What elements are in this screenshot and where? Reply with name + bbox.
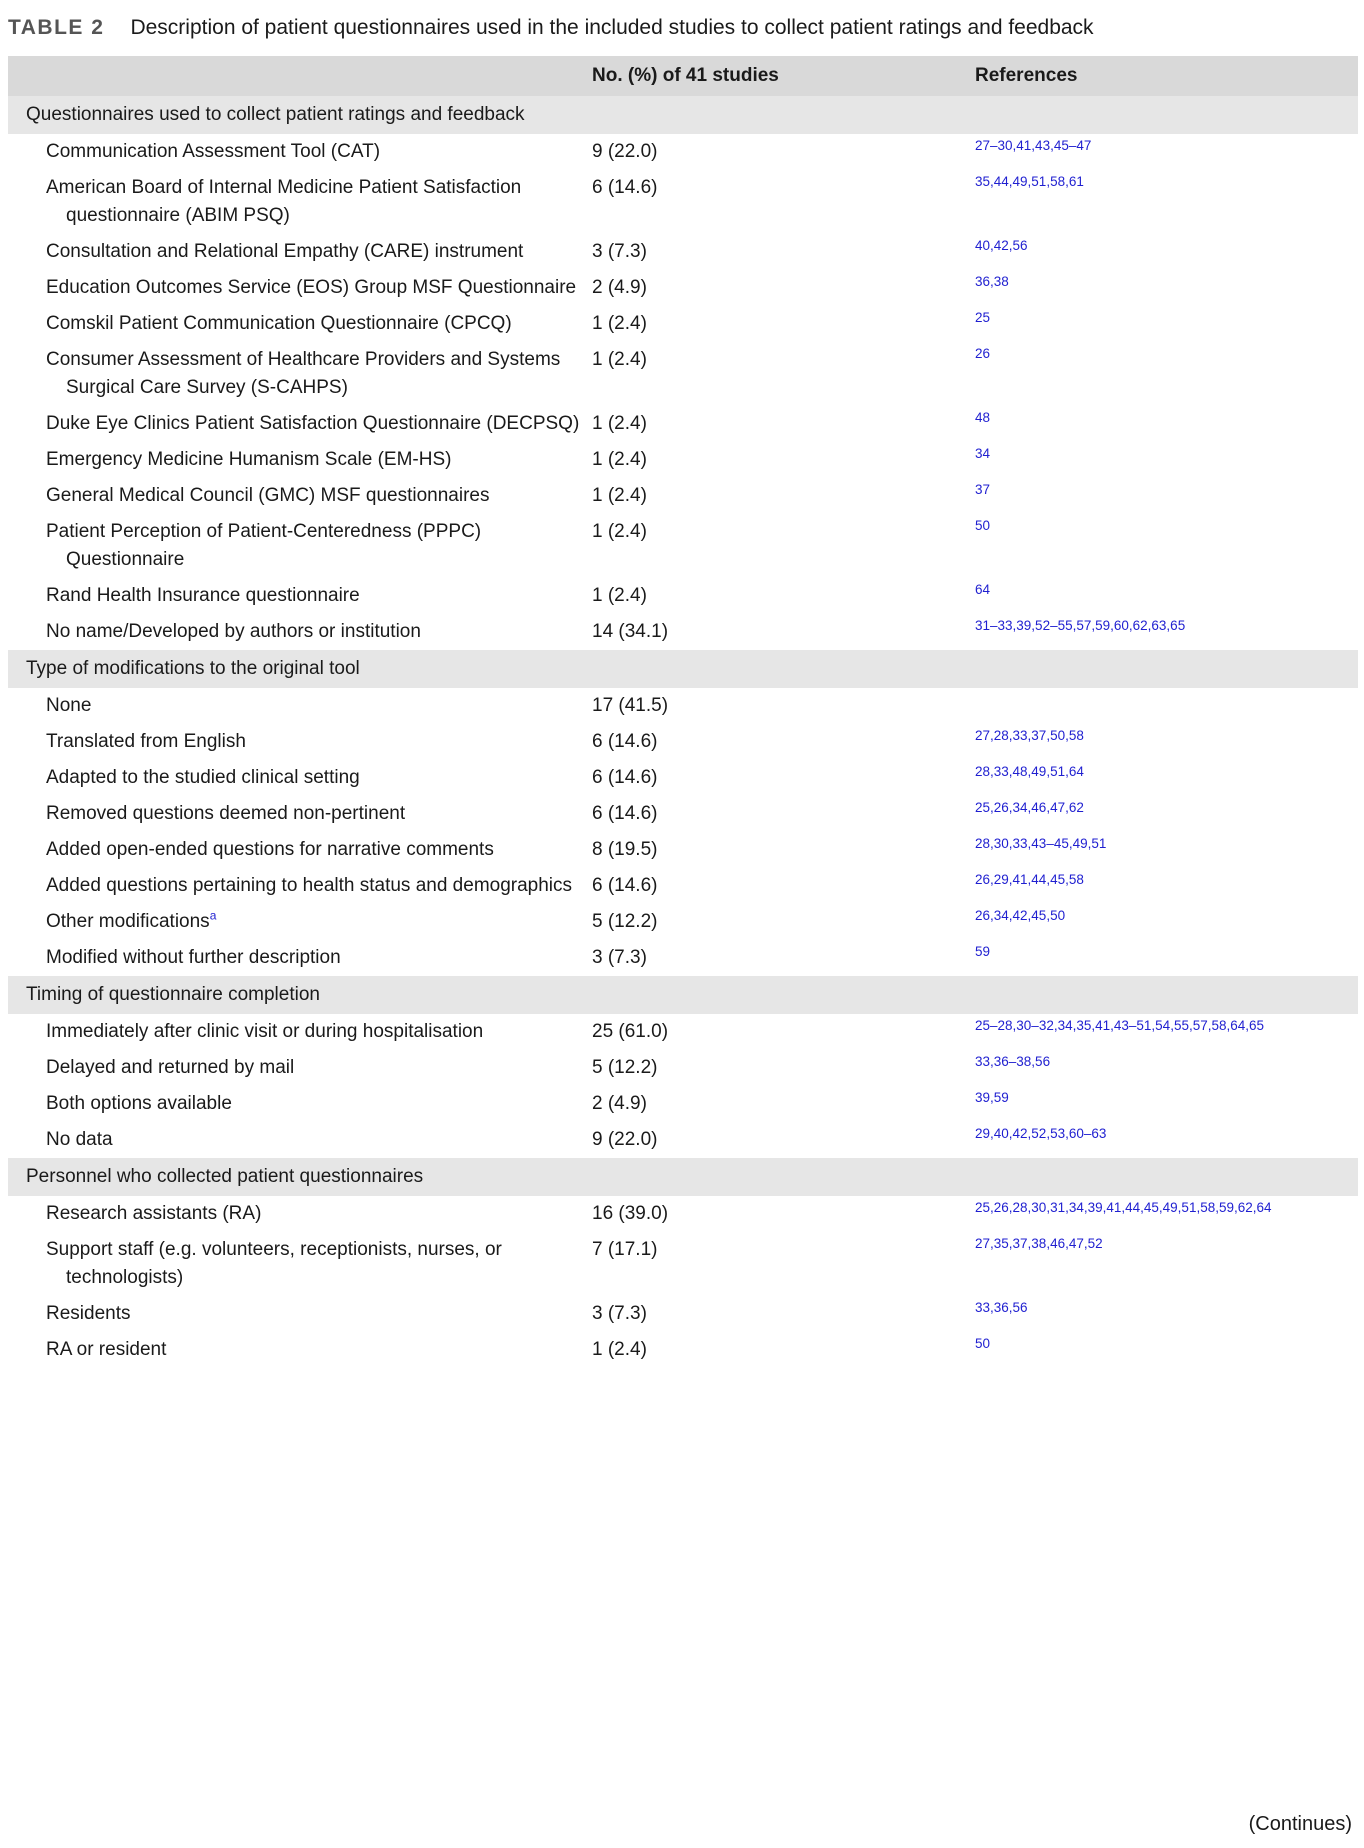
row-count: 1 (2.4) [592,521,647,542]
row-count: 8 (19.5) [592,839,658,860]
table-row [8,578,1358,614]
section-title: Personnel who collected patient questionnaires [8,1158,1358,1196]
row-count: 1 (2.4) [592,349,647,370]
row-label-text: Patient Perception of Patient-Centeredness (PPPC) Questionnaire [46,521,482,570]
row-label-cell [8,904,592,940]
row-references: 36,38 [975,274,1009,289]
row-references: 27–30,41,43,45–47 [975,138,1092,153]
row-label-cell [8,442,592,478]
table-row [8,1086,1358,1122]
row-label [46,482,592,510]
table-row [8,1296,1358,1332]
row-count: 3 (7.3) [592,1303,647,1324]
row-label-text: No data [46,1129,113,1150]
row-count: 2 (4.9) [592,1093,647,1114]
row-references: 25,26,34,46,47,62 [975,800,1084,815]
row-count: 7 (17.1) [592,1239,658,1260]
row-label [46,1126,592,1154]
row-label [46,728,592,756]
row-references: 33,36–38,56 [975,1054,1051,1069]
row-label-text: Communication Assessment Tool (CAT) [46,141,381,162]
row-label-text: Emergency Medicine Humanism Scale (EM-HS) [46,449,452,470]
row-label-text: Other modifications [46,911,210,932]
row-label-cell [8,306,592,342]
row-label-cell [8,614,592,650]
row-label [46,944,592,972]
row-label-cell [8,688,592,724]
row-count: 1 (2.4) [592,449,647,470]
row-references: 33,36,56 [975,1300,1028,1315]
row-label-cell [8,578,592,614]
row-references: 59 [975,944,991,959]
row-count: 6 (14.6) [592,767,658,788]
row-label-text: Consultation and Relational Empathy (CARE) instrument [46,241,524,262]
row-references: 25 [975,310,991,325]
row-references: 28,30,33,43–45,49,51 [975,836,1107,851]
table-label: TABLE 2 [8,16,105,39]
row-label [46,274,592,302]
row-count: 1 (2.4) [592,585,647,606]
row-label-text: Adapted to the studied clinical setting [46,767,360,788]
table-row [8,1050,1358,1086]
row-references: 50 [975,518,991,533]
table-row [8,868,1358,904]
row-label-cell [8,478,592,514]
header-col-count: No. (%) of 41 studies [592,56,975,96]
row-count: 6 (14.6) [592,177,658,198]
row-count: 9 (22.0) [592,1129,658,1150]
row-label-cell [8,406,592,442]
continues-note: (Continues) [1248,1813,1352,1835]
table-row [8,904,1358,940]
row-label [46,238,592,266]
row-count: 3 (7.3) [592,241,647,262]
table-row [8,306,1358,342]
row-label-cell [8,796,592,832]
row-label-text: Added open-ended questions for narrative comments [46,839,494,860]
table-row [8,614,1358,650]
row-label [46,1054,592,1082]
row-label-cell [8,234,592,270]
row-references: 28,33,48,49,51,64 [975,764,1084,779]
row-label-cell [8,270,592,306]
row-label [46,446,592,474]
row-references: 64 [975,582,991,597]
table-row [8,940,1358,976]
row-label-text: Support staff (e.g. volunteers, receptionists, nurses, or technologists) [46,1239,502,1288]
row-label-text: Comskil Patient Communication Questionnaire (CPCQ) [46,313,512,334]
row-label-cell [8,724,592,760]
row-count: 14 (34.1) [592,621,669,642]
header-col-label [8,56,592,96]
row-label-cell [8,1296,592,1332]
row-label-cell [8,342,592,406]
row-label [46,174,592,230]
row-label [46,1336,592,1364]
table-row [8,514,1358,578]
row-label-text: Rand Health Insurance questionnaire [46,585,360,606]
row-label-cell [8,1014,592,1050]
row-references: 26,34,42,45,50 [975,908,1066,923]
row-label-text: Added questions pertaining to health status and demographics [46,875,573,896]
row-count: 6 (14.6) [592,731,658,752]
table-row [8,1122,1358,1158]
row-references: 29,40,42,52,53,60–63 [975,1126,1107,1141]
row-references: 48 [975,410,991,425]
row-count: 5 (12.2) [592,1057,658,1078]
row-references: 37 [975,482,991,497]
row-label [46,764,592,792]
row-count: 5 (12.2) [592,911,658,932]
table-title: Description of patient questionnaires used in the included studies to collect patient ratings and feedback [130,16,1094,39]
row-label [46,836,592,864]
table-caption [8,14,1094,42]
section-row [8,976,1358,1014]
row-count: 6 (14.6) [592,875,658,896]
row-references: 34 [975,446,991,461]
row-count: 1 (2.4) [592,413,647,434]
row-count: 1 (2.4) [592,485,647,506]
row-label [46,800,592,828]
row-count: 6 (14.6) [592,803,658,824]
table-header-row [8,56,1358,96]
row-label [46,618,592,646]
row-references: 26,29,41,44,45,58 [975,872,1084,887]
row-label-text: Both options available [46,1093,232,1114]
row-references: 27,28,33,37,50,58 [975,728,1084,743]
row-label-cell [8,1122,592,1158]
row-label-text: Translated from English [46,731,246,752]
section-title: Timing of questionnaire completion [8,976,1358,1014]
row-references: 35,44,49,51,58,61 [975,174,1084,189]
table-row [8,724,1358,760]
row-references: 40,42,56 [975,238,1028,253]
footnote-marker: a [209,908,217,923]
section-title: Questionnaires used to collect patient ratings and feedback [8,96,1358,134]
row-label [46,1090,592,1118]
row-label [46,310,592,338]
row-label-text: Consumer Assessment of Healthcare Providers and Systems Surgical Care Survey (S-CAHPS) [46,349,561,398]
row-references: 50 [975,1336,991,1351]
row-label-text: No name/Developed by authors or institution [46,621,421,642]
table-row [8,796,1358,832]
section-row [8,650,1358,688]
row-label-cell [8,1196,592,1232]
row-references: 25–28,30–32,34,35,41,43–51,54,55,57,58,64,65 [975,1018,1265,1033]
row-label-text: Residents [46,1303,131,1324]
row-label-cell [8,514,592,578]
table-body [8,96,1358,1368]
row-label-cell [8,1050,592,1086]
row-label [46,1200,592,1228]
row-label-text: Delayed and returned by mail [46,1057,295,1078]
row-count: 16 (39.0) [592,1203,669,1224]
row-count: 1 (2.4) [592,313,647,334]
section-row [8,1158,1358,1196]
row-count: 9 (22.0) [592,141,658,162]
table-row [8,1332,1358,1368]
table-row [8,1014,1358,1050]
table-row [8,760,1358,796]
row-label-text: Immediately after clinic visit or during hospitalisation [46,1021,484,1042]
row-label [46,346,592,402]
table-row [8,406,1358,442]
row-label [46,1236,592,1292]
row-label-cell [8,1086,592,1122]
row-label-cell [8,170,592,234]
section-title: Type of modifications to the original tool [8,650,1358,688]
row-label-cell [8,760,592,796]
row-label-cell [8,134,592,170]
section-row [8,96,1358,134]
row-references: 25,26,28,30,31,34,39,41,44,45,49,51,58,59,62,64 [975,1200,1272,1215]
row-label-cell [8,1232,592,1296]
row-count: 2 (4.9) [592,277,647,298]
row-label-text: Modified without further description [46,947,341,968]
table-row [8,170,1358,234]
row-references: 26 [975,346,991,361]
row-references: 27,35,37,38,46,47,52 [975,1236,1103,1251]
row-label [46,410,592,438]
row-label [46,1018,592,1046]
table-row [8,134,1358,170]
table-row [8,234,1358,270]
row-references [975,688,1358,724]
row-label [46,518,592,574]
row-references: 31–33,39,52–55,57,59,60,62,63,65 [975,618,1186,633]
row-count: 25 (61.0) [592,1021,669,1042]
row-label [46,582,592,610]
row-label-text: Removed questions deemed non-pertinent [46,803,406,824]
row-label [46,872,592,900]
row-label-text: Education Outcomes Service (EOS) Group MSF Questionnaire [46,277,577,298]
row-label-text: Research assistants (RA) [46,1203,262,1224]
table-row [8,442,1358,478]
row-count: 1 (2.4) [592,1339,647,1360]
row-label-cell [8,940,592,976]
table-row [8,1196,1358,1232]
row-label-cell [8,1332,592,1368]
table-row [8,478,1358,514]
table-row [8,1232,1358,1296]
row-label-cell [8,868,592,904]
table-row [8,832,1358,868]
row-count: 3 (7.3) [592,947,647,968]
row-label [46,908,592,936]
row-count: 17 (41.5) [592,695,669,716]
row-label [46,138,592,166]
header-col-references: References [975,56,1358,96]
row-label-text: General Medical Council (GMC) MSF questionnaires [46,485,490,506]
row-label-text: RA or resident [46,1339,167,1360]
table-row [8,270,1358,306]
row-label-text: None [46,695,92,716]
row-label [46,692,592,720]
row-label-cell [8,832,592,868]
row-label-text: American Board of Internal Medicine Patient Satisfaction questionnaire (ABIM PSQ) [46,177,522,226]
row-label [46,1300,592,1328]
questionnaire-table [8,56,1358,1368]
row-references: 39,59 [975,1090,1009,1105]
row-label-text: Duke Eye Clinics Patient Satisfaction Questionnaire (DECPSQ) [46,413,580,434]
table-row [8,688,1358,724]
table-row [8,342,1358,406]
